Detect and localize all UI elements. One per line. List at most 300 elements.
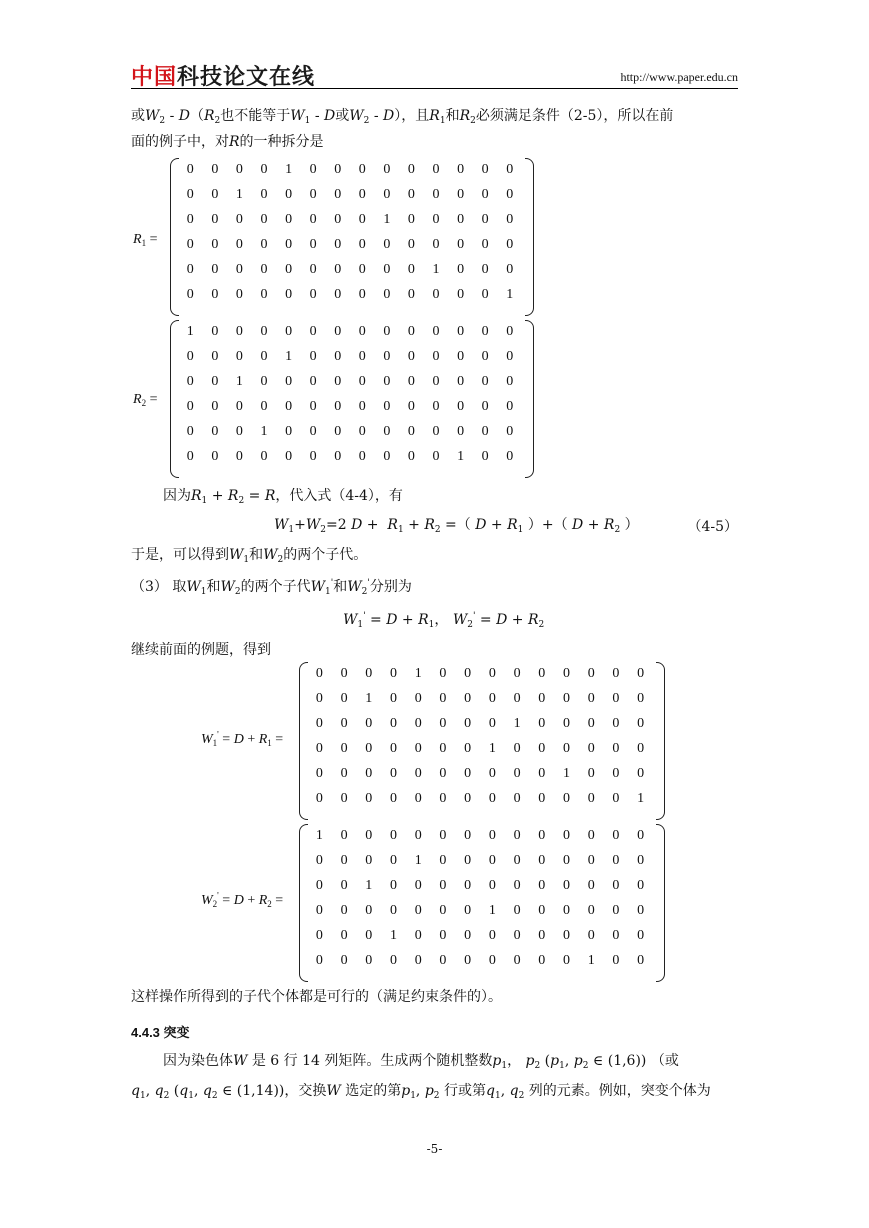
matrix-cell: 0 — [334, 162, 342, 177]
matrix-cell: 0 — [315, 716, 323, 731]
matrix-cell: 0 — [587, 716, 595, 731]
matrix-cell: 0 — [285, 424, 293, 439]
matrix-cell: 0 — [414, 716, 422, 731]
matrix-cell: 0 — [407, 287, 415, 302]
matrix-cell: 0 — [439, 928, 447, 943]
matrix-w1-prime — [299, 662, 665, 820]
matrix-cell: 0 — [211, 212, 219, 227]
matrix-cell: 0 — [432, 212, 440, 227]
matrix-cell: 0 — [383, 449, 391, 464]
header-url[interactable]: http://www.paper.edu.cn — [620, 70, 738, 84]
matrix-cell: 0 — [587, 766, 595, 781]
matrix-cell: 0 — [260, 324, 268, 339]
matrix-cell: 1 — [506, 287, 514, 302]
matrix-cell: 0 — [612, 903, 620, 918]
matrix-cell: 0 — [365, 741, 373, 756]
matrix-cell: 1 — [457, 449, 465, 464]
matrix-cell: 0 — [563, 828, 570, 843]
matrix-cell: 0 — [235, 212, 243, 227]
matrix-cell: 0 — [285, 262, 293, 277]
matrix-cell: 0 — [414, 903, 422, 918]
matrix-cell: 0 — [365, 903, 373, 918]
matrix-cell: 0 — [315, 741, 323, 756]
matrix-cell: 0 — [358, 449, 366, 464]
matrix-cell: 0 — [612, 716, 620, 731]
matrix-cell: 0 — [439, 903, 447, 918]
matrix-cell: 0 — [235, 399, 243, 414]
matrix-cell: 0 — [390, 828, 397, 843]
r2-label: $R_2$ = — [133, 392, 158, 408]
matrix-cell: 0 — [407, 374, 415, 389]
matrix-cell: 0 — [340, 741, 348, 756]
matrix-cell: 0 — [211, 449, 219, 464]
left-bracket — [170, 320, 179, 478]
matrix-cell: 0 — [464, 903, 472, 918]
matrix-cell: 0 — [587, 853, 595, 868]
matrix-cell: 0 — [414, 828, 422, 843]
matrix-cell: 1 — [383, 212, 391, 227]
matrix-cell: 0 — [414, 953, 422, 968]
matrix-cell: 0 — [358, 162, 366, 177]
left-bracket — [299, 824, 308, 982]
matrix-cell: 0 — [637, 766, 645, 781]
matrix-cell: 0 — [358, 187, 366, 202]
matrix-cell: 0 — [612, 828, 620, 843]
matrix-cell: 0 — [432, 324, 440, 339]
matrix-cell: 0 — [390, 716, 397, 731]
matrix-cell: 0 — [432, 187, 440, 202]
matrix-cell: 1 — [235, 187, 243, 202]
matrix-cell: 0 — [334, 262, 342, 277]
matrix-cell: 0 — [309, 287, 317, 302]
matrix-cell: 0 — [538, 928, 546, 943]
matrix-cell: 0 — [340, 691, 348, 706]
matrix-cell: 0 — [513, 903, 521, 918]
matrix-cell: 0 — [432, 237, 440, 252]
matrix-cell: 0 — [340, 953, 348, 968]
matrix-cell: 0 — [612, 928, 620, 943]
page-number: -5- — [426, 1142, 443, 1156]
matrix-cell: 0 — [439, 828, 447, 843]
matrix-cell: 0 — [513, 853, 521, 868]
matrix-cell: 0 — [587, 666, 595, 681]
matrix-cell: 0 — [315, 791, 323, 806]
matrix-cell: 0 — [390, 878, 397, 893]
matrix-cell: 0 — [383, 399, 391, 414]
matrix-cell: 0 — [260, 399, 268, 414]
matrix-cell: 0 — [563, 716, 570, 731]
matrix-cell: 0 — [340, 791, 348, 806]
matrix-cell: 0 — [457, 374, 465, 389]
matrix-cell: 0 — [481, 262, 489, 277]
matrix-cell: 0 — [637, 691, 645, 706]
matrix-cell: 0 — [309, 237, 317, 252]
matrix-cell: 0 — [383, 374, 391, 389]
matrix-cell: 0 — [464, 953, 472, 968]
matrix-cell: 0 — [315, 903, 323, 918]
matrix-cell: 0 — [538, 741, 546, 756]
matrix-cell: 0 — [506, 237, 514, 252]
matrix-cell: 0 — [538, 903, 546, 918]
right-bracket — [525, 158, 534, 316]
matrix-cell: 0 — [383, 237, 391, 252]
matrix-cell: 0 — [383, 324, 391, 339]
matrix-cell: 0 — [186, 349, 194, 364]
journal-logo: 中国科技论文在线 — [131, 65, 316, 90]
matrix-cell: 1 — [488, 903, 496, 918]
matrix-cell: 0 — [390, 853, 397, 868]
matrix-cell: 0 — [211, 374, 219, 389]
matrix-cell: 0 — [637, 928, 645, 943]
matrix-cell: 0 — [211, 237, 219, 252]
matrix-cell: 0 — [407, 212, 415, 227]
matrix-cell: 0 — [365, 928, 373, 943]
matrix-cell: 0 — [186, 374, 194, 389]
matrix-cell: 0 — [488, 853, 496, 868]
matrix-cell: 0 — [365, 828, 373, 843]
matrix-cell: 0 — [488, 716, 496, 731]
w2-prime-label: $W_2' = D + R_2$ = — [201, 890, 284, 909]
matrix-cell: 0 — [285, 187, 293, 202]
matrix-cell: 0 — [432, 424, 440, 439]
matrix-cell: 0 — [211, 262, 219, 277]
matrix-cell: 0 — [390, 903, 397, 918]
matrix-cell: 0 — [407, 324, 415, 339]
matrix-cell: 0 — [315, 853, 323, 868]
matrix-cell: 0 — [457, 399, 465, 414]
matrix-cell: 0 — [309, 449, 317, 464]
matrix-cell: 0 — [285, 399, 293, 414]
matrix-cell: 0 — [587, 791, 595, 806]
matrix-cell: 0 — [211, 187, 219, 202]
matrix-cell: 0 — [587, 741, 595, 756]
matrix-cell: 0 — [457, 212, 465, 227]
matrix-cell: 0 — [358, 349, 366, 364]
matrix-cell: 0 — [513, 766, 521, 781]
matrix-cell: 0 — [186, 449, 194, 464]
matrix-cell: 0 — [260, 262, 268, 277]
matrix-cell: 1 — [488, 741, 496, 756]
matrix-cell: 0 — [432, 349, 440, 364]
matrix-cell: 0 — [407, 399, 415, 414]
matrix-cell: 0 — [365, 791, 373, 806]
matrix-cell: 0 — [260, 162, 268, 177]
matrix-w2-prime — [299, 824, 665, 982]
matrix-cell: 0 — [309, 424, 317, 439]
matrix-cell: 0 — [235, 262, 243, 277]
matrix-cell: 0 — [334, 287, 342, 302]
matrix-cell: 0 — [414, 928, 422, 943]
matrix-cell: 0 — [481, 287, 489, 302]
right-bracket — [656, 824, 665, 982]
matrix-cell: 0 — [439, 791, 447, 806]
matrix-cell: 0 — [563, 791, 570, 806]
matrix-cell: 0 — [457, 237, 465, 252]
matrix-cell: 0 — [637, 716, 645, 731]
matrix-cell: 0 — [432, 287, 440, 302]
matrix-cell: 0 — [383, 162, 391, 177]
matrix-cell: 0 — [309, 187, 317, 202]
matrix-cell: 0 — [481, 237, 489, 252]
left-bracket — [299, 662, 308, 820]
matrix-cell: 0 — [407, 449, 415, 464]
matrix-cell: 0 — [432, 162, 440, 177]
matrix-cell: 0 — [464, 791, 472, 806]
matrix-cell: 0 — [390, 741, 397, 756]
matrix-cell: 0 — [612, 791, 620, 806]
matrix-cell: 0 — [457, 349, 465, 364]
matrix-cell: 0 — [334, 349, 342, 364]
matrix-cell: 0 — [637, 828, 645, 843]
matrix-cell: 0 — [340, 766, 348, 781]
matrix-cell: 0 — [383, 349, 391, 364]
matrix-cell: 0 — [612, 666, 620, 681]
matrix-cell: 0 — [612, 878, 620, 893]
continue-line: 继续前面的例题，得到 — [131, 642, 271, 658]
matrix-cell: 0 — [563, 666, 570, 681]
matrix-cell: 0 — [365, 853, 373, 868]
left-bracket — [170, 158, 179, 316]
matrix-cell: 0 — [235, 424, 243, 439]
matrix-cell: 0 — [587, 691, 595, 706]
matrix-cell: 0 — [235, 449, 243, 464]
feasible-line: 这样操作所得到的子代个体都是可行的（满足约束条件的）。 — [131, 989, 502, 1005]
matrix-cell: 0 — [414, 791, 422, 806]
matrix-cell: 0 — [260, 449, 268, 464]
matrix-cell: 1 — [513, 716, 521, 731]
matrix-cell: 0 — [612, 691, 620, 706]
matrix-cell: 1 — [186, 324, 194, 339]
matrix-cell: 1 — [414, 666, 422, 681]
matrix-cell: 0 — [464, 691, 472, 706]
matrix-cell: 0 — [563, 691, 570, 706]
matrix-cell: 1 — [390, 928, 397, 943]
matrix-cell: 0 — [637, 878, 645, 893]
matrix-cell: 0 — [506, 349, 514, 364]
matrix-cell: 0 — [488, 691, 496, 706]
equation-4-5: $W_1+W_2=2$ $D + R_1 + R_2$ =（ $D + R_1$ ）+（ $D + R_2$ ） — [274, 517, 639, 535]
matrix-cell: 0 — [315, 953, 323, 968]
matrix-cell: 0 — [211, 162, 219, 177]
matrix-cell: 0 — [211, 287, 219, 302]
matrix-cell: 0 — [285, 374, 293, 389]
matrix-cell: 0 — [457, 187, 465, 202]
matrix-cell: 0 — [407, 237, 415, 252]
matrix-cell: 0 — [439, 953, 447, 968]
matrix-cell: 0 — [464, 716, 472, 731]
matrix-cell: 0 — [260, 349, 268, 364]
matrix-cell: 0 — [186, 399, 194, 414]
paragraph-line-1: 或$W_2 - D(R_2$也不能等于$W_1$ - D或$W_2 - D$），且$R_1$和$R_2$必须满足条件（2-5），所以在前 — [131, 108, 674, 126]
matrix-cell: 0 — [186, 187, 194, 202]
matrix-cell: 0 — [481, 424, 489, 439]
matrix-cell: 0 — [383, 287, 391, 302]
matrix-cell: 0 — [464, 666, 472, 681]
matrix-cell: 0 — [260, 287, 268, 302]
matrix-cell: 0 — [488, 878, 496, 893]
matrix-cell: 0 — [358, 212, 366, 227]
matrix-cell: 0 — [513, 928, 521, 943]
matrix-cell: 0 — [340, 853, 348, 868]
matrix-cell: 0 — [334, 399, 342, 414]
matrix-cell: 0 — [211, 349, 219, 364]
matrix-cell: 0 — [358, 324, 366, 339]
matrix-cell: 0 — [464, 741, 472, 756]
matrix-cell: 0 — [513, 878, 521, 893]
matrix-cell: 0 — [513, 666, 521, 681]
matrix-cell: 0 — [390, 953, 397, 968]
matrix-cell: 0 — [439, 741, 447, 756]
mutation-line-2: $q_1$, $q_2$ ($q_1$, $q_2$ ∈ (1,14))，交换W 选定的第$p_1$, $p_2$ 行或第$q_1$, $q_2$ 列的元素。例如，突变个体为 — [131, 1083, 711, 1101]
matrix-cell: 0 — [538, 828, 546, 843]
matrix-cell: 0 — [506, 449, 514, 464]
matrix-cell: 1 — [587, 953, 595, 968]
matrix-cell: 0 — [457, 162, 465, 177]
matrix-cell: 0 — [358, 374, 366, 389]
matrix-cell: 0 — [340, 716, 348, 731]
matrix-cell: 0 — [309, 374, 317, 389]
matrix-cell: 0 — [315, 928, 323, 943]
matrix-cell: 0 — [488, 791, 496, 806]
matrix-cell: 0 — [637, 953, 645, 968]
matrix-cell: 1 — [432, 262, 440, 277]
matrix-cell: 0 — [464, 878, 472, 893]
w1-prime-label: $W_1' = D + R_1$ = — [201, 729, 284, 748]
matrix-cell: 0 — [513, 691, 521, 706]
matrix-cell: 0 — [481, 374, 489, 389]
matrix-cell: 0 — [340, 828, 348, 843]
matrix-cell: 0 — [464, 828, 472, 843]
matrix-cell: 0 — [235, 287, 243, 302]
matrix-cell: 0 — [587, 928, 595, 943]
matrix-cell: 0 — [407, 349, 415, 364]
matrix-cell: 0 — [481, 349, 489, 364]
matrix-cell: 0 — [457, 324, 465, 339]
matrix-cell: 0 — [457, 287, 465, 302]
matrix-cell: 0 — [260, 237, 268, 252]
matrix-cell: 0 — [315, 878, 323, 893]
matrix-cell: 0 — [309, 212, 317, 227]
matrix-cell: 0 — [260, 212, 268, 227]
matrix-cell: 0 — [358, 287, 366, 302]
matrix-cell: 0 — [637, 853, 645, 868]
matrix-cell: 0 — [506, 187, 514, 202]
matrix-cell: 0 — [563, 741, 570, 756]
matrix-cell: 0 — [587, 828, 595, 843]
matrix-cell: 0 — [481, 399, 489, 414]
matrix-cell: 0 — [340, 928, 348, 943]
matrix-cell: 0 — [538, 878, 546, 893]
matrix-cell: 0 — [506, 324, 514, 339]
matrix-cell: 0 — [285, 324, 293, 339]
matrix-cell: 0 — [481, 187, 489, 202]
matrix-cell: 0 — [439, 766, 447, 781]
matrix-cell: 0 — [390, 666, 397, 681]
matrix-cell: 0 — [390, 766, 397, 781]
matrix-cell: 0 — [538, 766, 546, 781]
matrix-cell: 0 — [414, 766, 422, 781]
matrix-cell: 0 — [488, 928, 496, 943]
matrix-cell: 0 — [488, 828, 496, 843]
matrix-cell: 0 — [383, 424, 391, 439]
matrix-cell: 0 — [260, 187, 268, 202]
matrix-cell: 0 — [211, 399, 219, 414]
matrix-cell: 0 — [414, 741, 422, 756]
matrix-cell: 1 — [285, 349, 293, 364]
since-line: 因为$R_1 + R_2 = R$，代入式（4-4），有 — [163, 488, 403, 506]
matrix-cell: 0 — [334, 449, 342, 464]
matrix-cell: 0 — [563, 878, 570, 893]
r1-label: $R_1$ = — [133, 232, 158, 248]
matrix-cell: 0 — [513, 828, 521, 843]
matrix-cell: 0 — [309, 399, 317, 414]
matrix-cell: 0 — [563, 853, 570, 868]
matrix-cell: 0 — [309, 162, 317, 177]
matrix-cell: 0 — [285, 212, 293, 227]
matrix-cell: 0 — [407, 424, 415, 439]
matrix-cell: 0 — [383, 187, 391, 202]
matrix-cell: 0 — [407, 262, 415, 277]
matrix-cell: 0 — [358, 262, 366, 277]
matrix-cell: 0 — [464, 766, 472, 781]
matrix-cell: 1 — [235, 374, 243, 389]
matrix-cell: 1 — [365, 878, 373, 893]
matrix-cell: 0 — [235, 324, 243, 339]
matrix-cell: 0 — [563, 928, 570, 943]
matrix-cell: 0 — [481, 162, 489, 177]
matrix-cell: 0 — [315, 666, 323, 681]
matrix-cell: 0 — [340, 903, 348, 918]
matrix-cell: 0 — [414, 878, 422, 893]
matrix-cell: 0 — [365, 766, 373, 781]
matrix-cell: 0 — [407, 162, 415, 177]
matrix-cell: 0 — [464, 853, 472, 868]
matrix-cell: 0 — [637, 903, 645, 918]
matrix-cell: 1 — [414, 853, 422, 868]
matrix-cell: 0 — [334, 424, 342, 439]
matrix-cell: 0 — [186, 237, 194, 252]
matrix-cell: 0 — [365, 716, 373, 731]
matrix-r1 — [170, 158, 534, 316]
matrix-cell: 0 — [309, 262, 317, 277]
matrix-cell: 0 — [538, 666, 546, 681]
matrix-cell: 0 — [390, 791, 397, 806]
matrix-cell: 0 — [334, 212, 342, 227]
matrix-cell: 0 — [365, 666, 373, 681]
matrix-cell: 0 — [340, 878, 348, 893]
matrix-cell: 0 — [488, 766, 496, 781]
matrix-cell: 1 — [315, 828, 323, 843]
matrix-cell: 0 — [637, 666, 645, 681]
matrix-cell: 0 — [538, 791, 546, 806]
matrix-cell: 0 — [186, 287, 194, 302]
matrix-cell: 0 — [439, 878, 447, 893]
matrix-cell: 0 — [488, 666, 496, 681]
matrix-cell: 0 — [432, 399, 440, 414]
matrix-cell: 0 — [563, 953, 570, 968]
step-3-line: （3） 取$W_1$和$W_2$的两个子代$W_1'$和$W_2'$分别为 — [131, 578, 412, 597]
matrix-cell: 0 — [538, 953, 546, 968]
matrix-cell: 0 — [211, 424, 219, 439]
matrix-cell: 0 — [513, 741, 521, 756]
matrix-cell: 0 — [538, 716, 546, 731]
section-heading: 4.4.3 突变 — [131, 1025, 190, 1040]
matrix-cell: 0 — [235, 349, 243, 364]
matrix-cell: 0 — [513, 791, 521, 806]
matrix-cell: 0 — [315, 691, 323, 706]
matrix-cell: 0 — [358, 399, 366, 414]
matrix-cell: 0 — [235, 162, 243, 177]
